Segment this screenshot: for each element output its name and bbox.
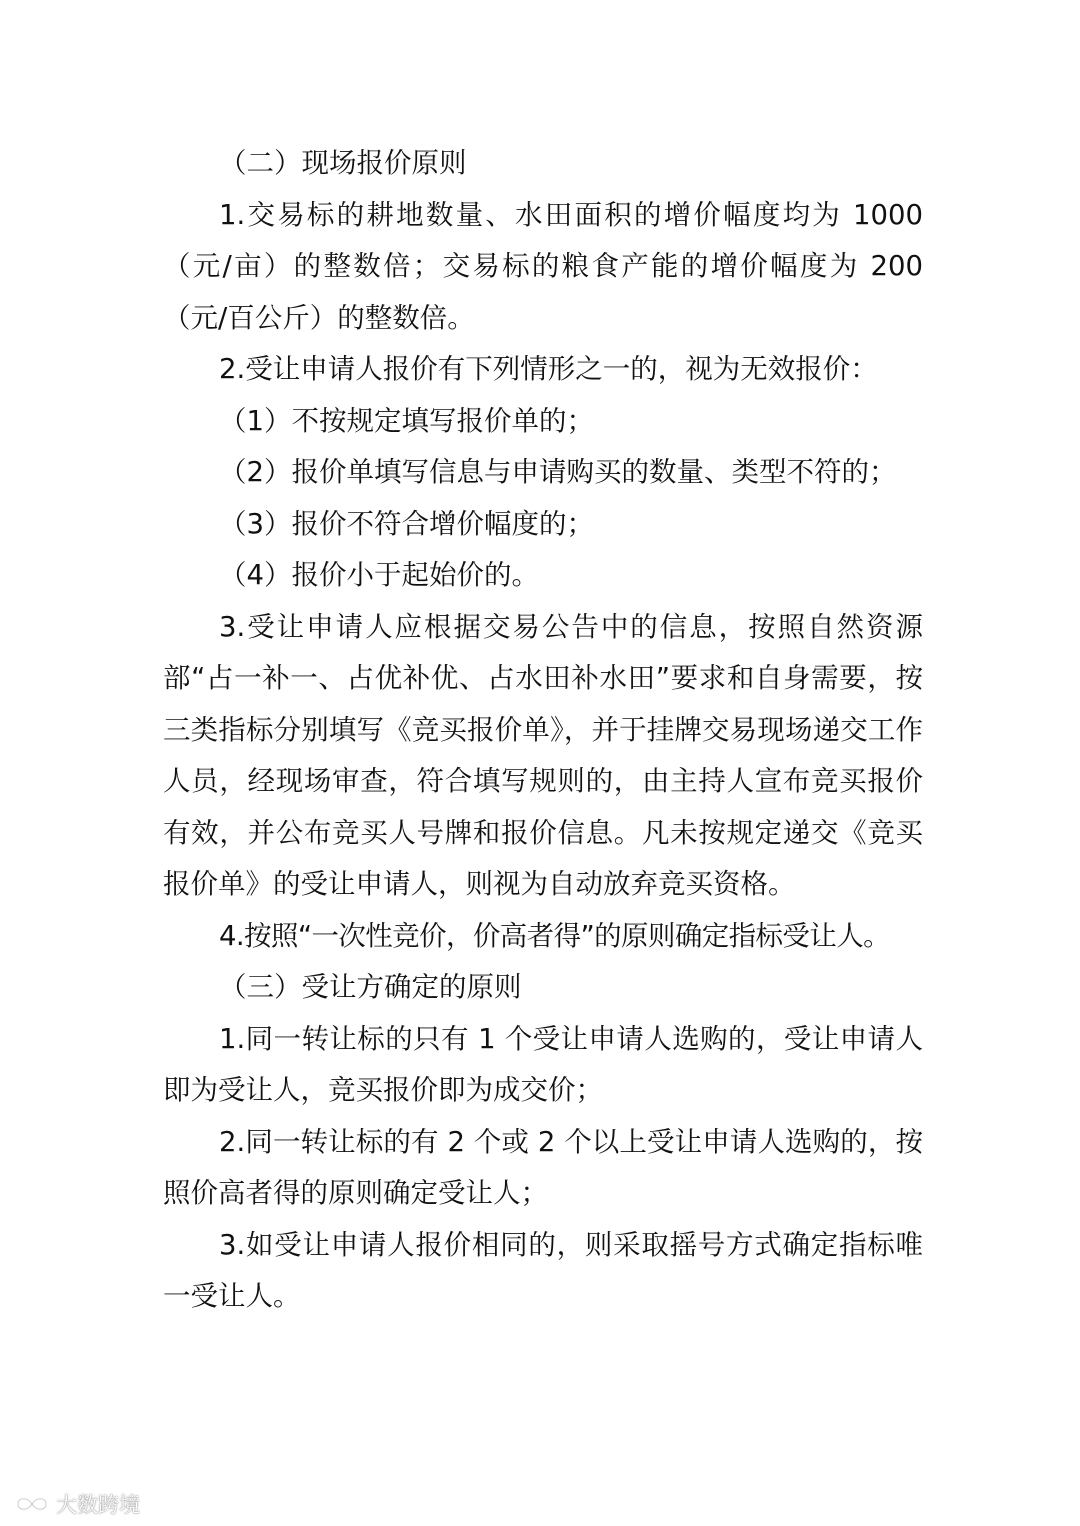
paragraph-increment-rule: 1.交易标的耕地数量、水田面积的增价幅度均为 1000（元/亩）的整数倍；交易标的粮食产能的增价幅度为 200（元/百公斤）的整数倍。 [163,198,923,334]
paragraph-lottery-rule: 3.如受让申请人报价相同的，则采取摇号方式确定指标唯一受让人。 [163,1228,923,1312]
document-body [163,138,923,1323]
section-heading-3: （三）受让方确定的原则 [219,971,522,1003]
paragraph-single-applicant: 1.同一转让标的只有 1 个受让申请人选购的，受让申请人即为受让人，竞买报价即为成交价； [163,1022,923,1106]
section-heading-2: （二）现场报价原则 [219,147,467,179]
paragraph-bid-submission: 3.受让申请人应根据交易公告中的信息，按照自然资源部“占一补一、占优补优、占水田补水田”要求和自身需要，按三类指标分别填写《竞买报价单》，并于挂牌交易现场递交工作人员，经现场审查，符合填写规则的，由主持人宣布竞买报价有效，并公布竞买人号牌和报价信息。凡未按规定递交《竞买报价单》的受让申请人，则视为自动放弃竞买资格。 [163,610,923,900]
paragraph-invalid-bid-intro: 2.受让申请人报价有下列情形之一的，视为无效报价： [219,353,878,385]
watermark [12,1490,140,1518]
list-item: （3）报价不符合增价幅度的； [219,507,594,540]
infinity-logo-icon [12,1491,52,1517]
watermark-text: 大数跨境 [56,1493,140,1517]
paragraph-multiple-applicants: 2.同一转让标的有 2 个或 2 个以上受让申请人选购的，按照价高者得的原则确定受让人； [163,1125,923,1209]
list-item: （4）报价小于起始价的。 [219,559,539,591]
list-item: （1）不按规定填写报价单的； [219,404,594,437]
paragraph-highest-bid-rule: 4.按照“一次性竞价，价高者得”的原则确定指标受让人。 [219,919,891,952]
list-item: （2）报价单填写信息与申请购买的数量、类型不符的； [219,456,897,488]
